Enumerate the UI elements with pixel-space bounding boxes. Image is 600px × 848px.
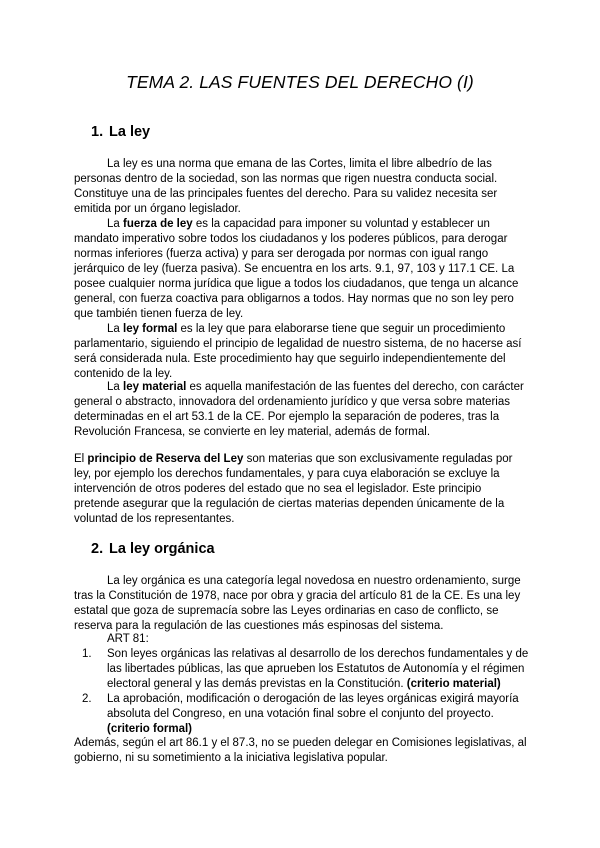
paragraph	[74, 217, 529, 322]
paragraph-text: Además, según el art 86.1 y el 87.3, no se pueden delegar en Comisiones legislativas, al gobierno, ni su sometimiento a la iniciativa legislativa popular.	[74, 737, 527, 764]
list-item-text: La aprobación, modificación o derogación de las leyes orgánicas exigirá mayoría absoluta del Congreso, en una votación final sobre el conjunto del proyecto.	[107, 693, 519, 720]
bold-term: (criterio formal)	[107, 723, 192, 735]
paragraph	[74, 574, 529, 634]
list-number: 2.	[82, 693, 92, 705]
paragraph-text: La	[107, 218, 123, 230]
section-heading-ley-organica	[91, 541, 215, 557]
list-item-text: Son leyes orgánicas las relativas al desarrollo de los derechos fundamentales y de las libertades públicas, las que aprueben los Estatutos de Autonomía y el régimen electoral general y las demás previstas en la Constitución.	[107, 648, 529, 690]
paragraph-text: es la capacidad para imponer su voluntad y establecer un mandato imperativo sobre todos los ciudadanos y los poderes públicos, para derogar normas inferiores (fuerza activa) y para ser derogada por normas con igual rango jerárquico de ley (fuerza pasiva). Se encuentra en los arts. 9.1, 97, 103 y 117.1 CE. La posee cualquier norma jurídica que ligue a todos los ciudadanos, que tenga un alcance general, con fuerza coactiva para obligarnos a todos. Hay normas que no son ley pero que también tienen fuerza de ley.	[74, 218, 519, 320]
section-number: 1.	[91, 124, 104, 140]
bold-term: fuerza de ley	[123, 218, 193, 230]
paragraph	[74, 157, 529, 217]
bold-term: principio de Reserva del Ley	[87, 453, 244, 465]
bold-term: (criterio material)	[406, 678, 501, 690]
page-title: TEMA 2. LAS FUENTES DEL DERECHO (I)	[126, 72, 474, 92]
article-label-text: ART 81:	[107, 633, 149, 645]
section-number: 2.	[91, 541, 104, 557]
article-list	[74, 647, 529, 737]
bold-term: ley material	[123, 381, 187, 393]
paragraph-text: es aquella manifestación de las fuentes del derecho, con carácter general o abstracto, innovadora del ordenamiento jurídico y que versa sobre materias determinadas en el art 53.1 de la CE. Por ejemplo la separación de poderes, tras la Revolución Francesa, se convierte en ley material, además de formal.	[74, 381, 524, 438]
section-heading-la-ley	[91, 124, 150, 140]
paragraph	[74, 736, 529, 766]
paragraph-text: es la ley que para elaborarse tiene que seguir un procedimiento parlamentario, siguiendo el principio de legalidad de nuestro sistema, de no hacerse así será considerada nula. Este procedimiento hay que seguirlo independientemente del contenido de la ley.	[74, 323, 522, 380]
list-item	[74, 647, 529, 692]
paragraph-text: La	[107, 323, 123, 335]
paragraph	[74, 322, 529, 382]
article-label	[74, 632, 529, 647]
list-number: 1.	[82, 648, 92, 660]
paragraph-text: La ley es una norma que emana de las Cortes, limita el libre albedrío de las personas dentro de la sociedad, son las normas que rigen nuestra conducta social. Constituye una de las principales fuentes del derecho. Para su validez necesita ser emitida por un órgano legislador.	[74, 158, 498, 215]
paragraph-text: La	[107, 381, 123, 393]
paragraph	[74, 380, 529, 440]
section-title: La ley	[109, 124, 151, 140]
paragraph-text: son materias que son exclusivamente reguladas por ley, por ejemplo los derechos fundamentales, y para cuya elaboración se excluye la intervención de otros poderes del estado que no sea el legislador. Este principio pretende asegurar que la regulación de ciertas materias dependen únicamente de la voluntad de los representantes.	[74, 453, 513, 525]
paragraph-text: El	[74, 453, 88, 465]
paragraph-text: La ley orgánica es una categoría legal novedosa en nuestro ordenamiento, surge tras la Constitución de 1978, nace por obra y gracia del artículo 81 de la CE. Es una ley estatal que goza de supremacía sobre las Leyes ordinarias en caso de conflicto, se reserva para la regulación de las cuestiones más espinosas del sistema.	[74, 575, 521, 632]
section-title: La ley orgánica	[109, 541, 215, 557]
paragraph	[74, 452, 529, 527]
list-item	[74, 692, 529, 737]
bold-term: ley formal	[123, 323, 178, 335]
